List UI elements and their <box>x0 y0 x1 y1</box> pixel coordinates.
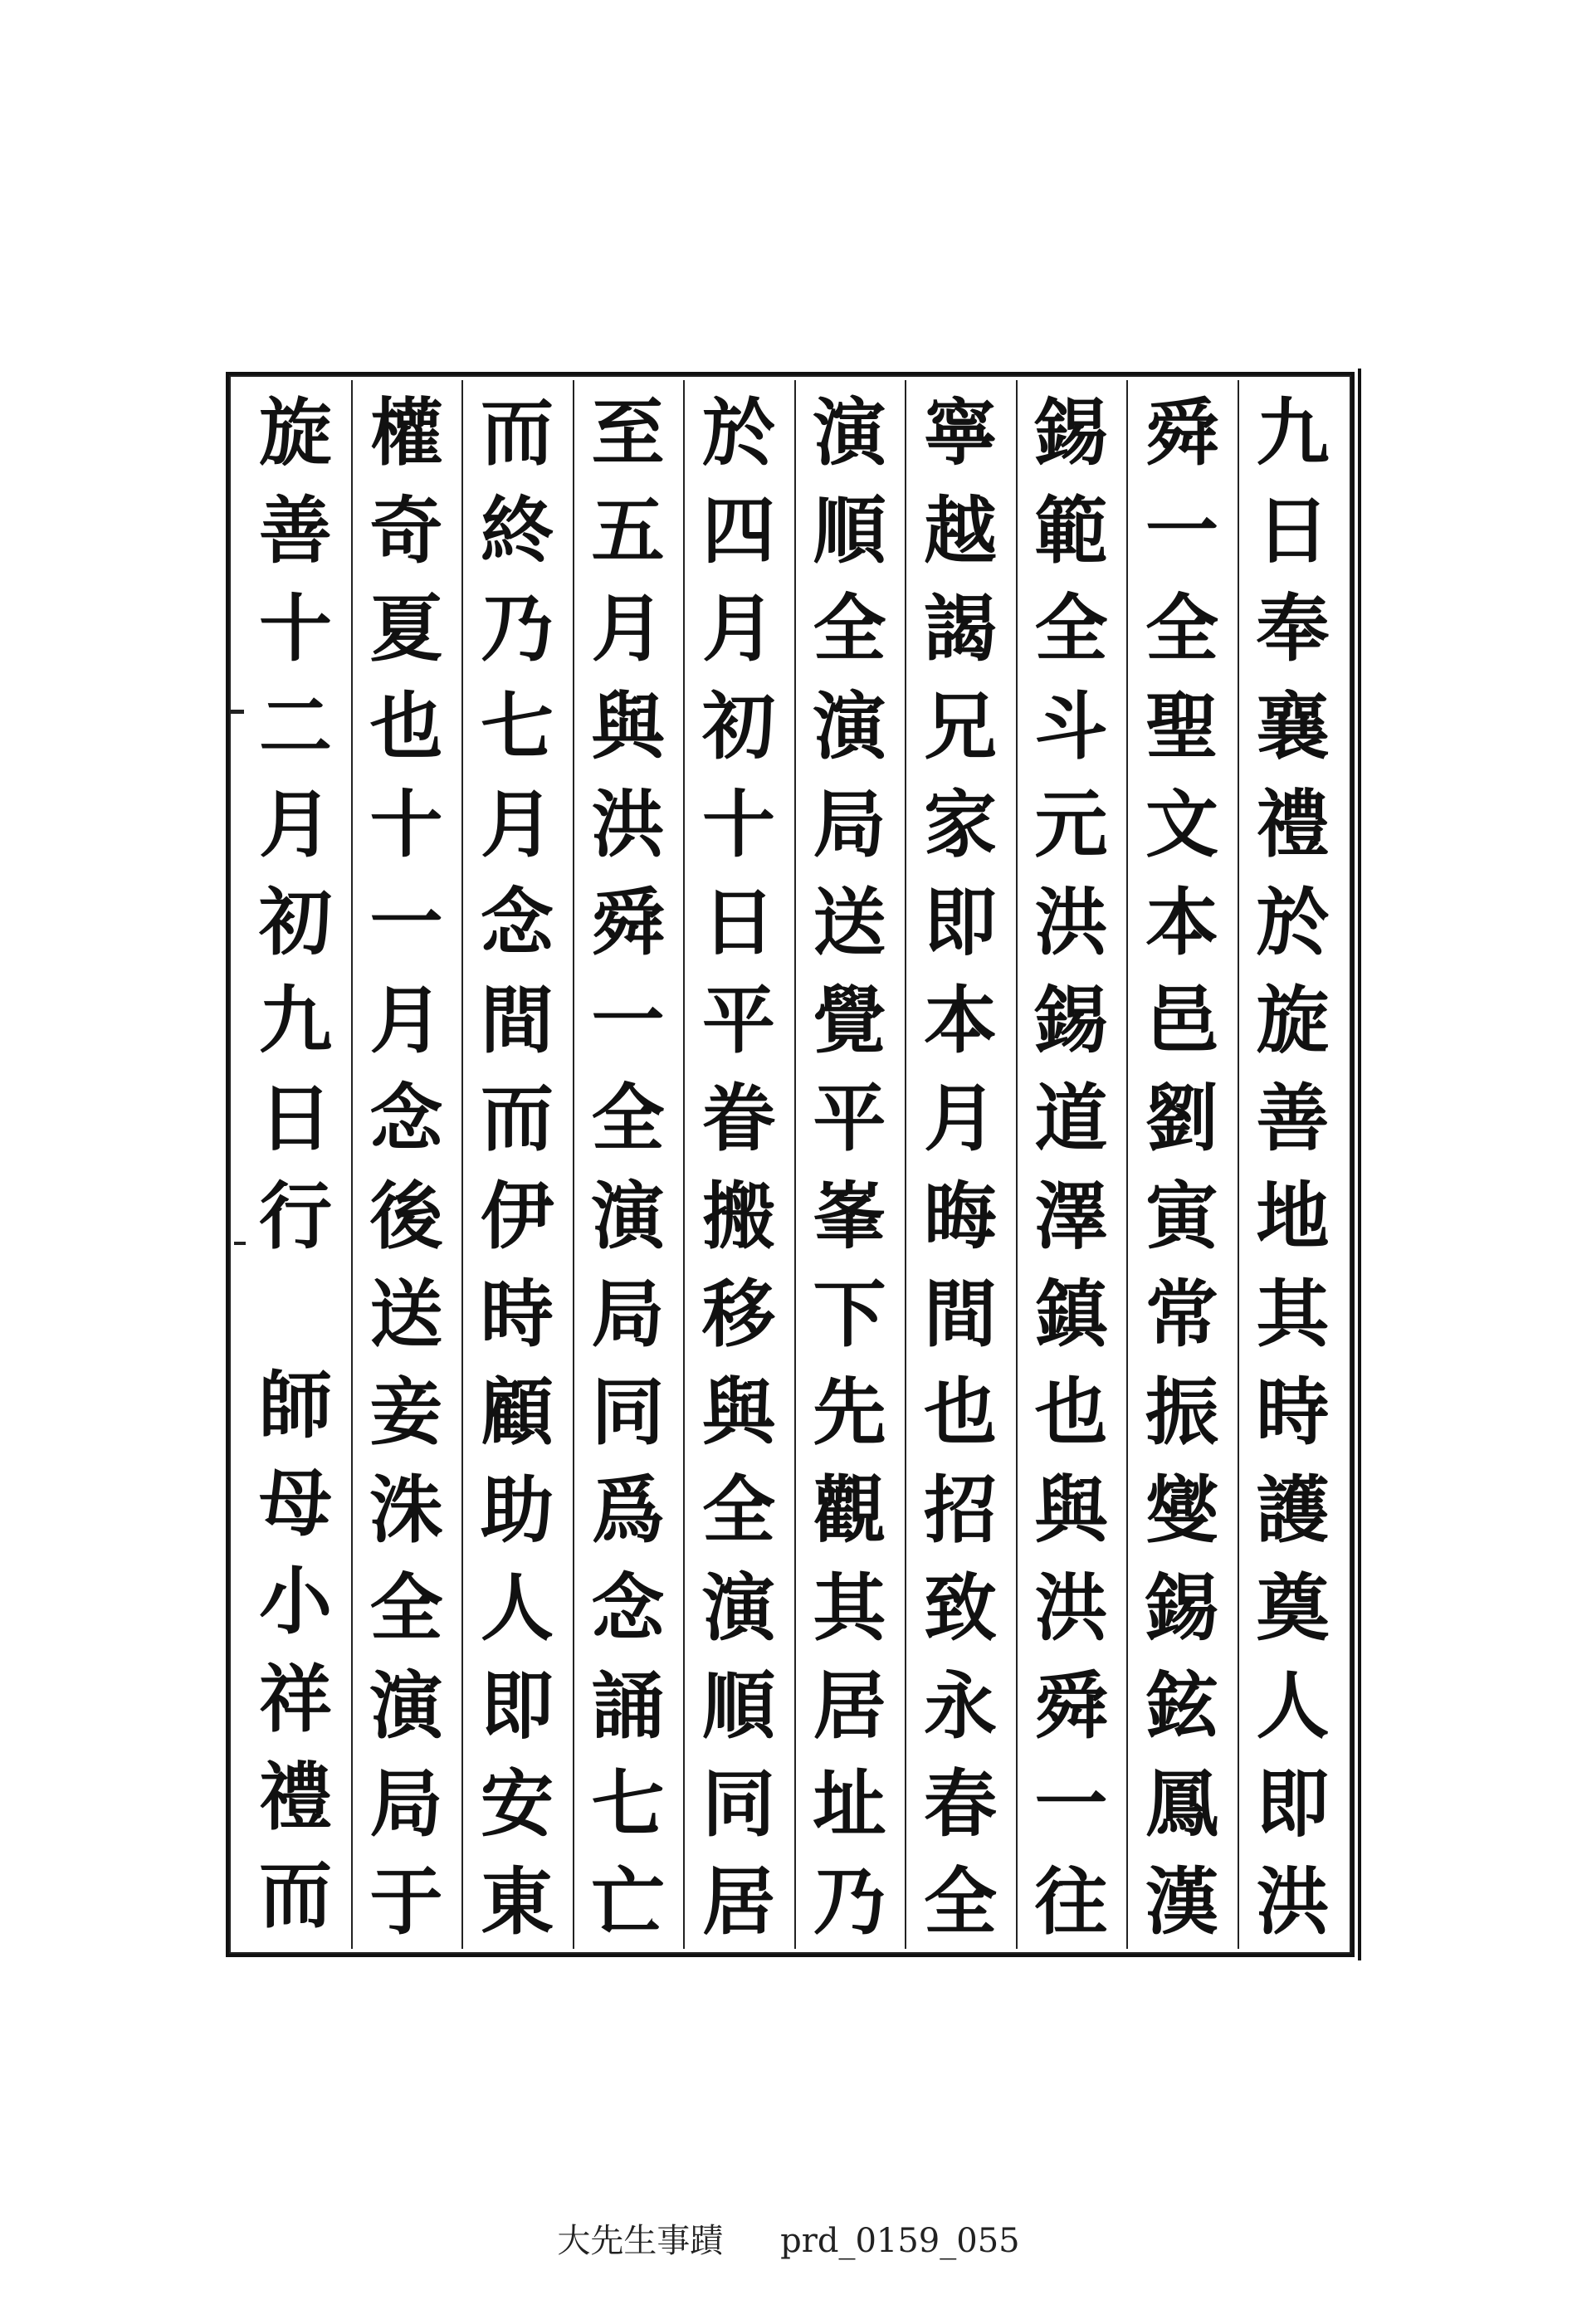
character: 下 <box>813 1271 886 1357</box>
character: 念 <box>369 1075 443 1161</box>
character: 月 <box>923 1075 997 1161</box>
character: 行 <box>258 1173 332 1259</box>
character: 即 <box>923 879 997 965</box>
character: 寧 <box>923 389 997 476</box>
text-column <box>686 383 792 1944</box>
character: 顧 <box>480 1369 554 1455</box>
character: 間 <box>923 1271 997 1357</box>
character: 與 <box>591 683 665 769</box>
character: 送 <box>813 879 886 965</box>
character: 權 <box>369 389 443 476</box>
character: 演 <box>813 683 886 769</box>
character: 也 <box>1034 1369 1108 1455</box>
character: 演 <box>813 389 886 476</box>
character: 平 <box>813 1075 886 1161</box>
character: 念 <box>591 1565 665 1651</box>
footer-id: prd_0159_055 <box>780 2222 1020 2260</box>
character: 月 <box>258 781 332 867</box>
character: 寅 <box>1145 1173 1218 1259</box>
character: 奠 <box>1256 1565 1330 1651</box>
character: 居 <box>813 1662 886 1749</box>
column-rule <box>905 380 906 1949</box>
character: 日 <box>1256 487 1330 574</box>
character: 念 <box>480 879 554 965</box>
character: 東 <box>480 1858 554 1945</box>
character: 十 <box>258 585 332 671</box>
character: 時 <box>1256 1369 1330 1455</box>
character: 兄 <box>923 683 997 769</box>
character: 演 <box>369 1662 443 1749</box>
character: 範 <box>1034 487 1108 574</box>
character: 全 <box>923 1858 997 1945</box>
character: 一 <box>369 879 443 965</box>
text-column <box>464 383 570 1944</box>
character: 月 <box>591 585 665 671</box>
character: 錫 <box>1034 389 1108 476</box>
character: 鉉 <box>1145 1662 1218 1749</box>
character: 於 <box>1256 879 1330 965</box>
character: 安 <box>480 1760 554 1847</box>
character: 送 <box>369 1271 443 1357</box>
character: 一 <box>591 977 665 1063</box>
text-column <box>907 383 1013 1944</box>
character: 洪 <box>1034 1565 1108 1651</box>
character: 月 <box>480 781 554 867</box>
character: 燮 <box>1145 1467 1218 1553</box>
character: 旋 <box>258 389 332 476</box>
text-column <box>797 383 903 1944</box>
character: 搬 <box>701 1173 775 1259</box>
character: 斗 <box>1034 683 1108 769</box>
character: 護 <box>1256 1467 1330 1553</box>
character: 演 <box>701 1565 775 1651</box>
character: 劉 <box>1145 1075 1218 1161</box>
character: 邑 <box>1145 977 1218 1063</box>
character: 洪 <box>1256 1858 1330 1945</box>
character: 文 <box>1145 781 1218 867</box>
character <box>242 1265 349 1356</box>
character: 初 <box>701 683 775 769</box>
character: 善 <box>1256 1075 1330 1161</box>
character: 爲 <box>591 1467 665 1553</box>
character: 母 <box>258 1460 332 1546</box>
character: 善 <box>258 487 332 574</box>
character: 九 <box>1256 389 1330 476</box>
column-rule <box>1016 380 1018 1949</box>
character: 與 <box>701 1369 775 1455</box>
character: 月 <box>701 585 775 671</box>
character: 間 <box>480 977 554 1063</box>
character: 九 <box>258 977 332 1063</box>
character: 奇 <box>369 487 443 574</box>
character: 旋 <box>1256 977 1330 1063</box>
character: 晦 <box>923 1173 997 1259</box>
character: 鳳 <box>1145 1760 1218 1847</box>
character: 家 <box>923 781 997 867</box>
character: 移 <box>701 1271 775 1357</box>
character: 襄 <box>1256 683 1330 769</box>
character: 居 <box>701 1858 775 1945</box>
character: 局 <box>591 1271 665 1357</box>
character: 而 <box>480 1075 554 1161</box>
character: 春 <box>923 1760 997 1847</box>
character: 錫 <box>1034 977 1108 1063</box>
character: 乃 <box>813 1858 886 1945</box>
character: 順 <box>813 487 886 574</box>
character: 祥 <box>258 1656 332 1742</box>
character: 終 <box>480 487 554 574</box>
column-rule <box>1126 380 1128 1949</box>
character: 往 <box>1034 1858 1108 1945</box>
character: 人 <box>1256 1662 1330 1749</box>
character: 禮 <box>258 1754 332 1840</box>
character: 道 <box>1034 1075 1108 1161</box>
character: 十 <box>701 781 775 867</box>
character: 日 <box>701 879 775 965</box>
column-rule <box>1238 380 1239 1949</box>
character: 洪 <box>591 781 665 867</box>
text-column <box>1129 383 1235 1944</box>
character: 其 <box>813 1565 886 1651</box>
character: 演 <box>591 1173 665 1259</box>
character: 七 <box>480 683 554 769</box>
character: 夏 <box>369 585 443 671</box>
character: 乃 <box>480 585 554 671</box>
character: 小 <box>258 1558 332 1644</box>
character: 于 <box>369 1858 443 1945</box>
column-rule <box>351 380 353 1949</box>
character: 而 <box>480 389 554 476</box>
character: 四 <box>701 487 775 574</box>
character: 越 <box>923 487 997 574</box>
character: 聖 <box>1145 683 1218 769</box>
character: 一 <box>1145 487 1218 574</box>
character: 全 <box>1145 585 1218 671</box>
character: 與 <box>1034 1467 1108 1553</box>
text-column <box>1018 383 1125 1944</box>
text-column <box>242 383 349 1944</box>
character: 招 <box>923 1467 997 1553</box>
character: 七 <box>591 1760 665 1847</box>
character: 先 <box>813 1369 886 1455</box>
character: 覺 <box>813 977 886 1063</box>
column-rule <box>794 380 796 1949</box>
character: 二 <box>258 683 332 769</box>
character: 錫 <box>1145 1565 1218 1651</box>
character: 助 <box>480 1467 554 1553</box>
character: 全 <box>1034 585 1108 671</box>
character: 妾 <box>369 1369 443 1455</box>
character: 常 <box>1145 1271 1218 1357</box>
character: 伊 <box>480 1173 554 1259</box>
character: 月 <box>369 977 443 1063</box>
character: 舜 <box>1145 389 1218 476</box>
frame-right-rule <box>1358 369 1361 1960</box>
character: 鎮 <box>1034 1271 1108 1357</box>
character: 洪 <box>1034 879 1108 965</box>
character: 振 <box>1145 1369 1218 1455</box>
character: 謁 <box>923 585 997 671</box>
character: 日 <box>258 1075 332 1161</box>
text-column <box>575 383 681 1944</box>
character: 漢 <box>1145 1858 1218 1945</box>
character: 全 <box>591 1075 665 1161</box>
character: 時 <box>480 1271 554 1357</box>
character: 元 <box>1034 781 1108 867</box>
column-rule <box>573 380 574 1949</box>
character: 師 <box>258 1362 332 1448</box>
character: 也 <box>369 683 443 769</box>
character: 址 <box>813 1760 886 1847</box>
character: 亡 <box>591 1858 665 1945</box>
character: 永 <box>923 1662 997 1749</box>
character: 順 <box>701 1662 775 1749</box>
character: 舜 <box>1034 1662 1108 1749</box>
character: 全 <box>813 585 886 671</box>
character: 局 <box>369 1760 443 1847</box>
character: 平 <box>701 977 775 1063</box>
character: 本 <box>1145 879 1218 965</box>
character: 其 <box>1256 1271 1330 1357</box>
character: 洙 <box>369 1467 443 1553</box>
character: 五 <box>591 487 665 574</box>
text-column <box>354 383 460 1944</box>
character: 觀 <box>813 1467 886 1553</box>
character: 澤 <box>1034 1173 1108 1259</box>
character: 奉 <box>1256 585 1330 671</box>
character: 局 <box>813 781 886 867</box>
character: 全 <box>701 1467 775 1553</box>
character: 同 <box>701 1760 775 1847</box>
column-rule <box>683 380 685 1949</box>
character: 初 <box>258 879 332 965</box>
text-column <box>1240 383 1346 1944</box>
character: 後 <box>369 1173 443 1259</box>
character: 舜 <box>591 879 665 965</box>
character: 即 <box>1256 1760 1330 1847</box>
character: 致 <box>923 1565 997 1651</box>
character: 即 <box>480 1662 554 1749</box>
character: 人 <box>480 1565 554 1651</box>
character: 同 <box>591 1369 665 1455</box>
footer <box>0 2214 1577 2262</box>
character: 本 <box>923 977 997 1063</box>
character: 眷 <box>701 1075 775 1161</box>
column-rule <box>461 380 463 1949</box>
character: 地 <box>1256 1173 1330 1259</box>
character: 誦 <box>591 1662 665 1749</box>
character: 峯 <box>813 1173 886 1259</box>
character: 全 <box>369 1565 443 1651</box>
character: 而 <box>258 1852 332 1938</box>
character: 至 <box>591 389 665 476</box>
character: 十 <box>369 781 443 867</box>
character: 於 <box>701 389 775 476</box>
footer-title: 大先生事蹟 <box>557 2222 724 2260</box>
character: 一 <box>1034 1760 1108 1847</box>
character: 禮 <box>1256 781 1330 867</box>
character: 也 <box>923 1369 997 1455</box>
